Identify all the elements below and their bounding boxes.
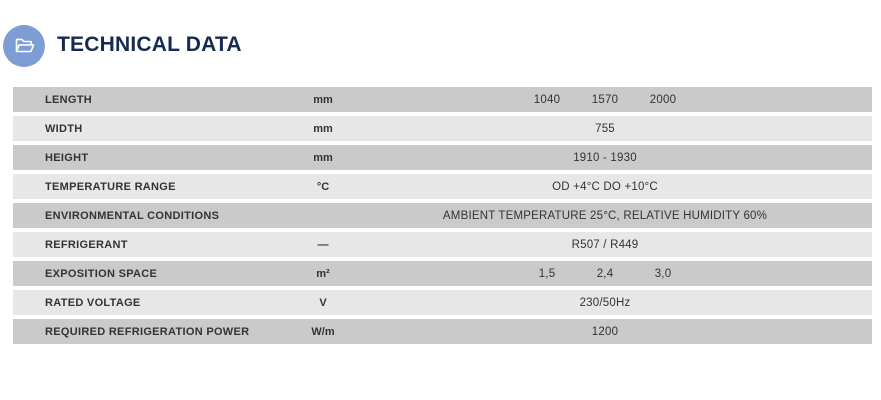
row-value: 755 <box>595 122 615 135</box>
table-row-refrigerant <box>13 232 872 257</box>
row-value: AMBIENT TEMPERATURE 25°C, RELATIVE HUMIDITY 60% <box>442 209 768 222</box>
row-values <box>353 210 857 222</box>
row-values <box>353 268 857 280</box>
page-title: TECHNICAL DATA <box>57 33 242 56</box>
row-label: HEIGHT <box>45 151 89 164</box>
row-label: EXPOSITION SPACE <box>45 267 158 280</box>
row-unit: mm <box>313 93 333 106</box>
table-row-exposition-space <box>13 261 872 286</box>
row-values <box>353 152 857 164</box>
row-label: WIDTH <box>45 122 83 135</box>
table-row-length <box>13 87 872 112</box>
row-unit: °C <box>316 180 330 193</box>
row-unit: mm <box>313 122 333 135</box>
row-value: 1200 <box>591 325 619 338</box>
row-unit: m² <box>316 267 330 280</box>
row-value: 3,0 <box>654 267 672 280</box>
row-unit: W/m <box>311 325 335 338</box>
row-unit: — <box>317 238 329 251</box>
folder-icon <box>3 25 45 67</box>
table-row-width <box>13 116 872 141</box>
table-row-temperature-range <box>13 174 872 199</box>
table-row-environmental-conditions <box>13 203 872 228</box>
row-unit: V <box>319 296 327 309</box>
spec-table <box>13 87 872 348</box>
row-value: R507 / R449 <box>571 238 639 251</box>
row-values <box>353 123 857 135</box>
table-row-required-refrigeration-power <box>13 319 872 344</box>
row-value: 1040 <box>533 93 561 106</box>
row-value: 1,5 <box>538 267 556 280</box>
row-values <box>353 94 857 106</box>
header <box>0 0 881 80</box>
row-values <box>353 326 857 338</box>
row-values <box>353 181 857 193</box>
row-label: ENVIRONMENTAL CONDITIONS <box>45 209 220 222</box>
table-row-height <box>13 145 872 170</box>
row-label: LENGTH <box>45 93 93 106</box>
row-value: 1570 <box>591 93 619 106</box>
row-value: 230/50Hz <box>579 296 631 309</box>
row-label: REQUIRED REFRIGERATION POWER <box>45 325 250 338</box>
row-label: RATED VOLTAGE <box>45 296 141 309</box>
row-value: 2000 <box>649 93 677 106</box>
row-values <box>353 297 857 309</box>
row-unit: mm <box>313 151 333 164</box>
table-row-rated-voltage <box>13 290 872 315</box>
row-value: 1910 - 1930 <box>573 151 637 164</box>
row-label: REFRIGERANT <box>45 238 128 251</box>
row-value: OD +4°C DO +10°C <box>552 180 658 193</box>
row-value: 2,4 <box>596 267 614 280</box>
row-label: TEMPERATURE RANGE <box>45 180 176 193</box>
row-values <box>353 239 857 251</box>
